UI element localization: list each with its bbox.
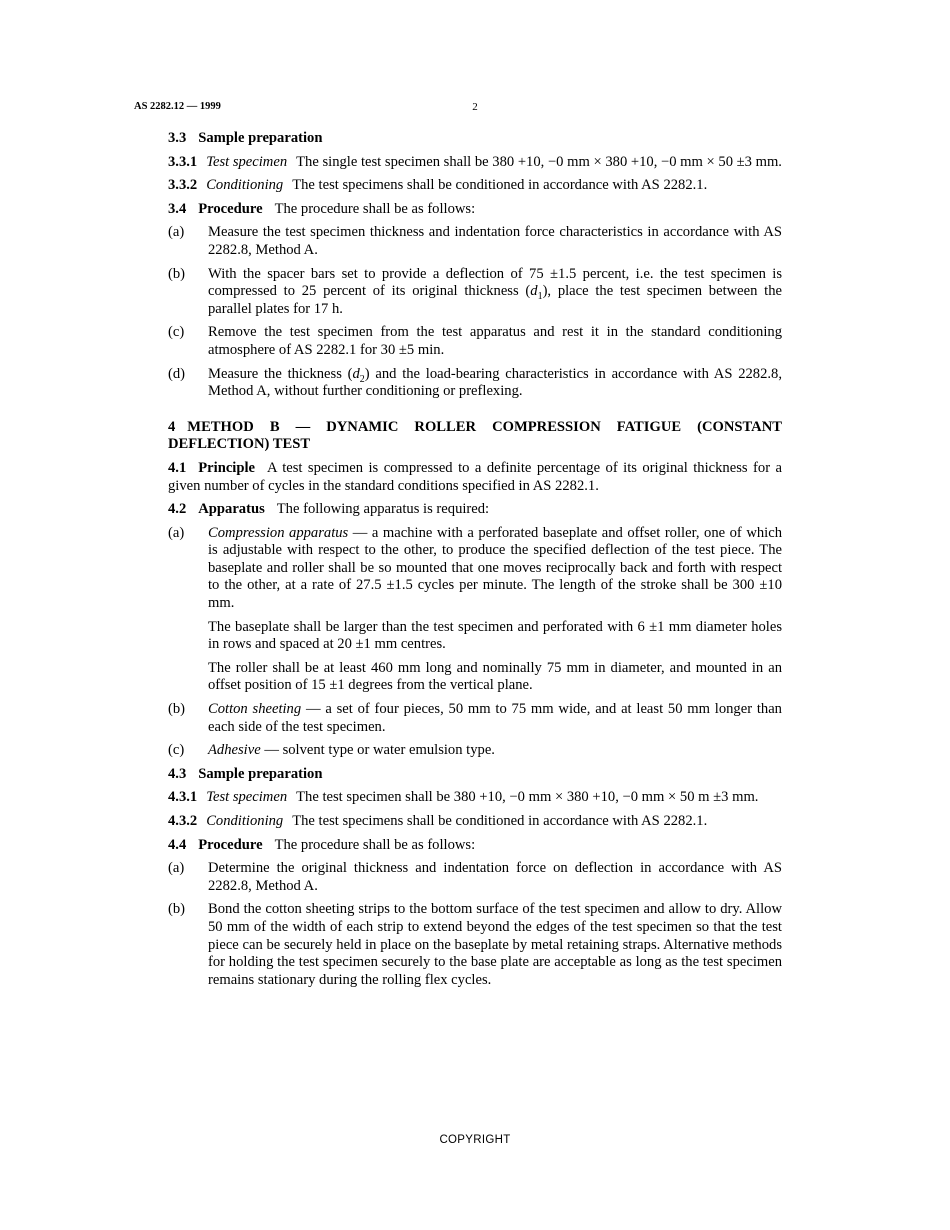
variable: d bbox=[530, 283, 538, 300]
clause-number: 4.4 bbox=[168, 836, 187, 853]
clause-title: Conditioning bbox=[206, 813, 284, 829]
clause-4-3-2 bbox=[168, 813, 782, 831]
clause-title: Test specimen bbox=[206, 153, 288, 170]
clause-number: 3.3.2 bbox=[168, 177, 198, 194]
item-text: Remove the test specimen from the test apparatus and rest it in the standard conditioning atmosphere of AS 2282.1 for 30 ±5 min. bbox=[208, 324, 782, 358]
list-item bbox=[168, 224, 782, 259]
clause-text: The test specimens shall be conditioned in accordance with AS 2282.1. bbox=[292, 177, 708, 194]
list-item bbox=[168, 901, 782, 989]
document-body bbox=[168, 130, 782, 995]
clause-4-1 bbox=[168, 460, 782, 495]
section-number: 4.3 bbox=[168, 765, 187, 782]
copyright-footer: COPYRIGHT bbox=[439, 1134, 511, 1146]
section-title: METHOD B — DYNAMIC ROLLER COMPRESSION FATIGUE (CONSTANT DEFLECTION) TEST bbox=[168, 418, 782, 453]
list-item bbox=[168, 860, 782, 895]
item-text: Measure the thickness $(d_2)$ and the load-bearing characteristics in accordance with AS 2282.8, Method A, without further conditioning or preflexing. bbox=[208, 365, 782, 400]
item-term: Cotton sheeting bbox=[208, 701, 302, 718]
item-label: (c) bbox=[168, 742, 185, 759]
list-item bbox=[168, 366, 782, 401]
clause-text: The procedure shall be as follows: bbox=[274, 836, 476, 853]
clause-title: Procedure bbox=[198, 836, 263, 853]
item-text: Determine the original thickness and indentation force on deflection in accordance with AS 2282.8, Method A. bbox=[208, 860, 782, 894]
item-term: Compression apparatus bbox=[208, 524, 349, 541]
clause-3-3-2 bbox=[168, 177, 782, 195]
list-item bbox=[168, 742, 782, 760]
item-text: Adhesive — solvent type or water emulsion type. bbox=[208, 742, 495, 759]
clause-title: Principle bbox=[198, 459, 255, 476]
heading-3-3 bbox=[168, 130, 782, 148]
clause-text: The test specimen shall be 380 +10, −0 mm × 380 +10, −0 mm × 50 m ±3 mm. bbox=[296, 789, 759, 806]
item-label: (a) bbox=[168, 524, 185, 541]
item-label: (b) bbox=[168, 901, 186, 918]
section-title: Sample preparation bbox=[198, 130, 323, 146]
clause-text: The test specimens shall be conditioned in accordance with AS 2282.1. bbox=[292, 813, 708, 829]
item-label: (a) bbox=[168, 860, 185, 877]
item-term: Adhesive bbox=[208, 742, 261, 759]
clause-title: Test specimen bbox=[206, 789, 288, 806]
clause-title: Procedure bbox=[198, 200, 263, 217]
item-text: Measure the test specimen thickness and indentation force characteristics in accordance with AS 2282.8, Method A. bbox=[208, 224, 782, 258]
page-number: 2 bbox=[472, 101, 478, 113]
item-label: (c) bbox=[168, 324, 185, 341]
document-id: AS 2282.12 — 1999 bbox=[134, 101, 221, 112]
list-item bbox=[168, 701, 782, 736]
clause-title: Apparatus bbox=[198, 501, 265, 518]
item-text: Cotton sheeting — a set of four pieces, 50 mm to 75 mm wide, and at least 50 mm longer than each side of the test specimen. bbox=[208, 701, 782, 735]
item-label: (b) bbox=[168, 701, 186, 718]
clause-3-4 bbox=[168, 201, 782, 219]
clause-text: A test specimen is compressed to a definite percentage of its original thickness for a given number of cycles in the standard conditions specified in AS 2282.1. bbox=[168, 459, 782, 494]
item-label: (b) bbox=[168, 265, 186, 282]
variable: d bbox=[352, 365, 360, 382]
item-label: (d) bbox=[168, 365, 186, 382]
list-item bbox=[168, 525, 782, 695]
clause-text: The procedure shall be as follows: bbox=[274, 200, 476, 217]
item-paragraph: The baseplate shall be larger than the test specimen and perforated with 6 ±1 mm diameter holes in rows and spaced at 20 ±1 mm centres. bbox=[208, 618, 782, 653]
list-item bbox=[168, 266, 782, 319]
item-text: With the spacer bars set to provide a deflection of 75 ±1.5 percent, i.e. the test specimen is compressed to 25 percent of its original thickness $(d_1)$, place the test specimen between the parallel plates for 17 h. bbox=[208, 265, 782, 317]
list-item bbox=[168, 324, 782, 359]
item-text: Bond the cotton sheeting strips to the bottom surface of the test specimen and allow to dry. Allow 50 mm of the width of each strip to extend beyond the edges of the test specimen so that the test piece can be securely held in place on the baseplate by metal retaining straps. Alternative methods for holding the test specimen securely to the base plate are acceptable as long as the test specimen remains stationary during the rolling flex cycles. bbox=[208, 901, 782, 988]
section-number: 4 bbox=[168, 418, 176, 435]
clause-number: 4.1 bbox=[168, 459, 187, 476]
section-heading-4 bbox=[168, 419, 782, 454]
clause-number: 3.4 bbox=[168, 200, 187, 217]
clause-3-3-1 bbox=[168, 154, 782, 172]
heading-4-3 bbox=[168, 766, 782, 784]
clause-text: The following apparatus is required: bbox=[276, 501, 490, 518]
clause-text: The single test specimen shall be 380 +10, −0 mm × 380 +10, −0 mm × 50 ±3 mm. bbox=[296, 153, 782, 170]
clause-number: 3.3.1 bbox=[168, 153, 198, 170]
section-number: 3.3 bbox=[168, 130, 187, 146]
item-label: (a) bbox=[168, 224, 185, 241]
item-text: Compression apparatus — a machine with a perforated baseplate and offset roller, one of which is adjustable with respect to the other, to produce the specified deflection of the test piece. The baseplate and roller shall be so mounted that one moves reciprocally back and forth with respect to the other, at a rate of 27.5 ±1.5 cycles per minute. The length of the stroke shall be 300 ±10 mm. The baseplate shall be larger than the test specimen and perforated with 6 ±1 mm diameter holes in rows and spaced at 20 ±1 mm centres. The roller shall be at least 460 mm long and nominally 75 mm in diameter, and mounted in an offset position of 15 ±1 degrees from the vertical plane. bbox=[208, 524, 782, 694]
clause-4-3-1 bbox=[168, 789, 782, 807]
clause-number: 4.3.1 bbox=[168, 789, 198, 806]
clause-title: Conditioning bbox=[206, 177, 284, 194]
clause-4-4 bbox=[168, 837, 782, 855]
clause-4-2 bbox=[168, 501, 782, 519]
item-paragraph: The roller shall be at least 460 mm long and nominally 75 mm in diameter, and mounted in an offset position of 15 ±1 degrees from the vertical plane. bbox=[208, 659, 782, 694]
clause-number: 4.2 bbox=[168, 501, 187, 518]
clause-number: 4.3.2 bbox=[168, 813, 198, 829]
section-title: Sample preparation bbox=[198, 765, 323, 782]
